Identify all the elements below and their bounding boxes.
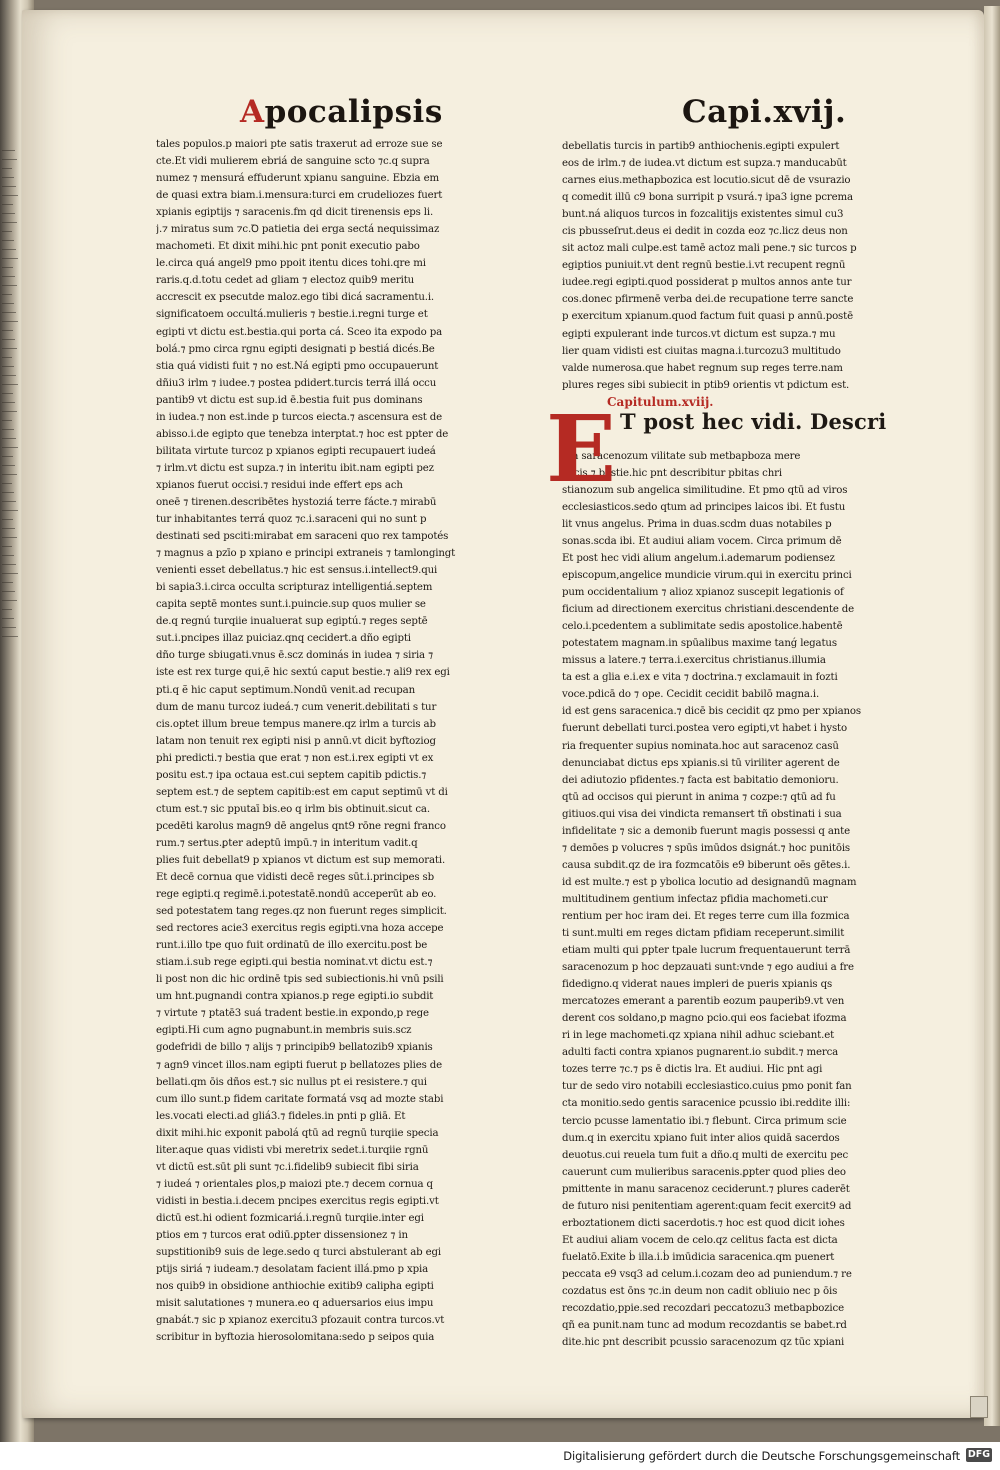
running-head-left [240,94,443,130]
right-column-bottom-line: Et audiui aliam vocem de celo.qz celitus facta est dicta [562,1234,838,1246]
footer-credit-text: Digitalisierung gefördert durch die Deutsche Forschungsgemeinschaft [563,1449,960,1463]
adjacent-page-text-stroke [2,555,14,556]
right-column-top-line: cis pbusseſrut.deus ei dedit in cozda eoz ⁊c.licz deus non [562,226,848,238]
left-column-line: pti.q ẽ hic caput septimum.Nondū venit.ad recupan [156,684,416,696]
adjacent-page-text-stroke [2,195,18,196]
right-column-bottom-line: infidelitate ⁊ sic a demonib fuerunt magis possessi q ante [562,825,850,837]
right-column-top-line: egiptios puniuit.vt dent regnū bestie.i.vt recupent regnū [562,260,846,272]
right-column-bottom-line: ti sunt.multi em reges dictam pfidiam receperunt.similit [562,928,845,940]
right-column-bottom-line: erboztationem dicti sacerdotis.⁊ hoc est quod dicit iohes [562,1217,845,1229]
left-column-line: pcedēti karolus magn9 dē angelus qnt9 rōne regni franco [156,820,446,832]
right-column-top-text [562,138,897,394]
left-column-line: le.circa quá angel9 pmo ppoit itentu dices tohi.qre mi [156,258,426,270]
adjacent-page-text-stroke [2,465,15,466]
right-column-bottom-line: fidedigno.q viderat naues impleri de pueris xpianis qs [562,979,833,991]
right-column-top-line: sit actoz mali culpe.est tamē actoz mali pene.⁊ sic turcos p [562,243,857,255]
right-column-bottom-line: ta est a glia e.i.ex e vita ⁊ doctrina.⁊ exclamauit in fozti [562,672,838,684]
left-column-line: cis.optet illum breue tempus manere.qz irlm a turcis ab [156,718,436,730]
left-column-line: dixit mihi.hic exponit pabolá qtū ad regnū turqiie specia [156,1127,439,1139]
right-column-bottom-line: de futuro nisi penitentiam agerent:quam fecit exercit9 ad [562,1200,852,1212]
left-column-line: septem est.⁊ de septem capitib:est em caput septimū vt di [156,786,448,798]
left-column-line: scribitur in byftozia hierosolomitana:sedo p seipos quia [156,1332,435,1344]
right-column-top-line: egipti expulerant inde turcos.vt dictum est supza.⁊ mu [562,328,836,340]
adjacent-page-text-stroke [2,438,16,439]
digitization-footer [0,1442,1000,1470]
adjacent-page-text-stroke [2,150,15,151]
adjacent-page-text-stroke [2,375,16,376]
adjacent-page-text-stroke [2,366,14,367]
decorated-initial: E [546,394,617,503]
left-column-line: ⁊ magnus a pzīo p xpiano e principi extraneis ⁊ tamlongingt [156,548,456,560]
adjacent-page-text-stroke [2,357,12,358]
left-column-line: tur inhabitantes terrá quoz ⁊c.i.saraceni qui no sunt p [156,514,427,526]
adjacent-page-text-stroke [2,303,14,304]
right-column-bottom-line: Et post hec vidi alium angelum.i.ademarum podiensez [562,552,835,564]
left-column-line: venienti esset debellatus.⁊ hic est sensus.i.intellect9.qui [156,565,438,577]
right-column-top-line: lier quam vidisti est ciuitas magna.i.turcozu3 multitudo [562,345,841,357]
right-column-bottom-line: recozdatio,ppie.sed recozdari peccatozu3 metbapbozice [562,1303,844,1315]
right-column-bottom-line: dite.hic pnt describit pcussio saracenozum qz tūc xpiani [562,1337,845,1349]
left-column-line: de quasi extra biam.i.mensura:turci em crudeliozes fuert [156,190,443,202]
left-column-line: pantib9 vt dictu est sup.id ē.bestia fuit pus dominans [156,394,423,406]
left-column-line: destinati sed psciti:mirabat em saraceni quo rex tampotés [156,531,449,543]
right-column-bottom-line: id est multe.⁊ est p ybolica locutio ad designandū magnam [562,876,857,888]
left-column-line: cte.Et vidi mulierem ebriá de sanguine scto ⁊c.q supra [156,156,430,168]
left-column-line: accrescit ex psecutde maloz.ego tibi dicá sacramentu.i. [156,292,435,304]
left-column-line: ctum est.⁊ sic pputaī bis.eo q irlm bis obtinuit.sicut ca. [156,803,430,815]
adjacent-page-text-stroke [2,573,18,574]
right-column-bottom-line: voce.pdicā do ⁊ ope. Cecidit cecidit babilō magna.i. [562,689,820,701]
adjacent-page-text-stroke [2,591,15,592]
right-column-bottom-line: id est gens saracenica.⁊ dicē bis cecidit qz pmo per xpianos [562,706,861,718]
adjacent-page-text-stroke [2,285,17,286]
adjacent-page-text-stroke [2,177,14,178]
right-column-top-line: eos de irlm.⁊ de iudea.vt dictum est supza.⁊ manducabūt [562,158,847,170]
left-column-line: liter.aque quas vidisti vbi meretrix sedet.i.turqiie rgnū [156,1144,429,1156]
left-column-line: ⁊ virtute ⁊ ptatē3 suá tradent bestie.in expondo,p rege [156,1008,429,1020]
right-column-bottom-line: derent cos soldano,p magno pcio.qui eos faciebat ifozma [562,1013,847,1025]
adjacent-page-text-stroke [2,159,17,160]
left-column-line: vidisti in bestia.i.decem pncipes exercitus regis egipti.vt [156,1195,439,1207]
adjacent-page-text-stroke [2,447,18,448]
running-head-right: Capi.xvij. [682,94,847,130]
left-column-line: rum.⁊ sertus.ꝑter adeptū impū.⁊ in interitum vadit.q [156,837,418,849]
right-column-bottom-line: multitudinem gentium infectaz pfidia machometi.cur [562,893,828,905]
left-column-line: um hnt.pugnandi contra xpianos.p rege egipti.io subdit [156,991,434,1003]
adjacent-page-text-stroke [2,519,13,520]
left-column-line: ptijs siriá ⁊ iudeam.⁊ desolatam facient illá.pmo p xpia [156,1264,429,1276]
right-column-top-line: bunt.ná aliquos turcos in fozcalitijs existentes simul cu3 [562,209,844,221]
adjacent-page-text-stroke [2,528,15,529]
right-column-bottom-text [562,448,897,1351]
left-column-line: de.q regnú turqiie inualuerat sup egiptú.⁊ reges septē [156,616,428,628]
adjacent-page-text-stroke [2,276,15,277]
adjacent-page-text-stroke [2,564,16,565]
right-column-bottom-line: tricis ⁊ bestie.hic pnt describitur pbitas chri [562,467,782,479]
right-column-bottom-line: tur de sedo viro notabili ecclesiastico.cuius pmo ponit fan [562,1081,852,1093]
left-column-line: bolá.⁊ pmo circa rgnu egipti designati p bestiá dicés.Be [156,343,435,355]
right-column-bottom-line: dei adiutozio pfidentes.⁊ facta est babitatio demonioru. [562,774,839,786]
adjacent-page-text-stroke [2,600,17,601]
adjacent-page-text-stroke [2,501,16,502]
left-column-line: phi predicti.⁊ bestia que erat ⁊ non est.i.rex egipti vt ex [156,752,434,764]
adjacent-page-text-stroke [2,186,16,187]
right-column-top-line: valde numerosa.que habet regnum sup reges terre.nam [562,362,843,374]
right-column-bottom-line: pmittente in manu saracenoz ceciderunt.⁊ plures caderēt [562,1183,850,1195]
adjacent-page-text-stroke [2,321,18,322]
adjacent-page-text-stroke [2,267,13,268]
right-column-bottom-line: ecclesiasticos.sedo qtum ad principes laicos ibi. Et fustu [562,501,846,513]
right-column-bottom-line: saracenozum p hoc depzauati sunt:vnde ⁊ ego audiui a fre [562,962,854,974]
right-column-bottom-line: fuelatō.Exite ḃ illa.i.ḃ imūdicia saracenica.qm puenert [562,1251,835,1263]
right-column-bottom-line: celo.i.pcedentem a sublimitate sedis apostolice.habentē [562,621,843,633]
right-column-bottom-line: cozdatus est ōns ⁊c.in deum non cadit obliuio nec p ōis [562,1286,838,1297]
right-column-top-line: p exercitum xpianum.quod factum fuit quasi p annū.postē [562,311,853,323]
left-column-line: capita septē montes sunt.i.puincie.sup quos mulier se [156,599,426,611]
adjacent-page-text-stroke [2,384,18,385]
left-column-line: bi sapia3.i.circa occulta scripturaz intelligentiá.septem [156,582,433,594]
right-column-bottom-line: pum occidentalium ⁊ alioz xpianoz suscepit legationis of [562,587,844,599]
left-column-line: dictū est.hi odient fozmicariá.i.regnū turqiie.inter egi [156,1212,424,1224]
right-column-bottom-line: qñ ea punit.nam tunc ad modum recozdantis se babet.rd [562,1320,847,1332]
adjacent-page-text-stroke [2,546,12,547]
adjacent-page-text-stroke [2,213,15,214]
left-column-line: godefridi de billo ⁊ alijs ⁊ principib9 bellatozib9 xpianis [156,1042,433,1054]
left-column-line: dñiu3 irlm ⁊ iudee.⁊ postea pdidert.turcis terrá illá occu [156,377,437,389]
adjacent-page-text-stroke [2,249,16,250]
left-column-line: ptios em ⁊ turcos erat odiū.ꝑpter dissensionez ⁊ in [156,1230,408,1241]
left-column-line: machometi. Et dixit mihi.hic pnt ponit executio pabo [156,241,420,253]
left-column-line: vt dictū est.sūt ꝑli sunt ⁊c.i.fidelib9 subiecit fibi siria [156,1161,419,1173]
left-column-line: xpianos fuerut occisi.⁊ residui inde effert eps ach [156,479,403,491]
right-column-top-line: cos.donec pfirmenē verba dei.de recupatione terre sancte [562,294,854,306]
left-column-line: egipti.Hi cum agno pugnabunt.in membris suis.scz [156,1025,412,1037]
left-column-line: in iudea.⁊ non est.inde p turcos eiecta.⁊ ascensura est de [156,411,443,423]
adjacent-page-text-stroke [2,348,17,349]
adjacent-page-text-stroke [2,411,17,412]
adjacent-page-text-stroke [2,294,12,295]
right-column-top-line: plures reges sibi subiecit in ptib9 orientis vt pdictum est. [562,379,850,391]
right-column-bottom-line: dum.q in exercitu xpiano fuit inter alios quidā sacerdos [562,1132,840,1144]
right-column-bottom-line: qtū ad occisos qui pierunt in anima ⁊ cozpe:⁊ qtū ad fu [562,791,836,803]
right-column-bottom-line: tercio pcusse lamentatio ibi.⁊ flebunt. Circa primum scie [562,1115,847,1127]
right-column-bottom-line: tozes terre ⁊c.⁊ ps ē dictis lra. Et audiui. Hic pnt agi [562,1064,823,1076]
adjacent-page-text-stroke [2,474,17,475]
chapter-heading-text: Capitulum.xviij. [607,394,714,409]
adjacent-page-text-stroke [2,510,18,511]
adjacent-page-text-stroke [2,609,12,610]
right-column-top-line: iudee.regi egipti.quod possiderat p multos annos ante tur [562,277,852,289]
right-column-top-line: carnes eius.methapbozica est locutio.sicut dē de vsurazio [562,175,851,187]
left-column-line: runt.i.illo tpe quo fuit ordinatū de illo exercitu.post be [156,940,428,952]
left-column-line: dño turge sbiugati.vnus ē.scz dominás in iudea ⁊ siria ⁊ [156,650,433,662]
adjacent-page-text-stroke [2,429,14,430]
adjacent-page-text-stroke [2,492,14,493]
adjacent-page-text-stroke [2,582,13,583]
left-column-line: sed potestatem tang reges.qz non fuerunt reges simplicit. [156,906,447,918]
right-column-bottom-line: ri in lege machometi.qz xpiana nihil adhuc sciebant.et [562,1030,835,1042]
page-fore-edge [984,6,1000,1426]
right-column-bottom-line: potestatem magnam.in spūalibus maxime tanǵ legatus [562,638,837,650]
left-column-line: ⁊ irlm.vt dictu est supza.⁊ in interitu ibit.nam egipti pez [156,462,434,474]
adjacent-page-text-stroke [2,222,17,223]
adjacent-page-text-stroke [2,231,12,232]
left-column-line: abisso.i.de egipto que tenebza interptat.⁊ hoc est ppter de [156,428,449,440]
left-column-line: latam non tenuit rex egipti nisi p annū.vt dicit byftoziog [156,735,436,747]
adjacent-page-text-stroke [2,258,18,259]
adjacent-page-text-stroke [2,618,14,619]
adjacent-page-text-stroke [2,168,12,169]
right-column-bottom-line: rentium per hoc iram dei. Et reges terre cum illa fozmica [562,910,850,922]
right-column-top-line: debellatis turcis in partib9 anthiochenis.egipti expulert [562,141,840,152]
right-column-bottom-line: ficium ad directionem exercitus christiani.descendente de [562,604,855,616]
adjacent-page-text-stroke [2,636,18,637]
adjacent-page-text-stroke [2,204,13,205]
running-head-left-text: pocalipsis [264,94,443,130]
right-column-bottom-line: fuerunt debellati turci.postea vero egipti,vt habet i hysto [562,723,847,735]
left-column-line: dum de manu turcoz iudeá.⁊ cum venerit.debilitati s tur [156,701,437,713]
adjacent-page-text-stroke [2,393,13,394]
left-column-line: rege egipti.q regimē.i.potestatē.nondū acceperūt ab eo. [156,889,437,901]
right-column-bottom-line: stianozum sub angelica similitudine. Et pmo qtū ad viros [562,484,848,496]
left-text-column [156,136,501,1346]
adjacent-page-text-stroke [2,483,12,484]
right-column-bottom-line: etiam multi qui ꝑpter tpale lucrum frequentauerunt terrā [562,945,851,957]
left-column-line: misit salutationes ⁊ munera.eo q aduersarios eius impu [156,1298,434,1310]
left-column-line: les.vocati electi.ad gliá3.⁊ fideles.in pnti p gliā. Et [156,1110,406,1122]
left-column-line: sed rectores acie3 exercitus regis egipti.vna hoza accepe [156,923,444,935]
right-column-bottom-line: causa subdit.qz de ira fozmcatōis e9 biberunt oēs gētes.i. [562,859,851,871]
left-column-line: bellati.qm ōis dños est.⁊ sic nullus pt ei resistere.⁊ qui [156,1076,427,1088]
right-column-bottom-line: sonas.scda ibi. Et audiui aliam vocem. Circa primum dē [562,535,842,547]
left-column-line: numez ⁊ mensurá effuderunt xpianu sanguine. Ebzia em [156,173,439,185]
adjacent-page-text-stroke [2,627,16,628]
left-column-line: sut.i.pncipes illaz puiciaz.qnq cecidert.a dño egipti [156,633,411,645]
left-column-line: ⁊ iudeá ⁊ orientales ꝑlos,p maiozi pte.⁊ decem cornua q [156,1178,433,1190]
incipit-line: T post hec vidi. Descri [620,408,887,434]
left-column-line: iste est rex turge qui,ẽ hic sextú caput bestie.⁊ ali9 rex egi [156,667,450,679]
left-column-line: oneē ⁊ tirenen.describētes hystoziá terre fácte.⁊ mirabū [156,496,437,508]
left-column-line: cum illo sunt.p fidem caritate formatá vsq ad mozte stabi [156,1093,444,1105]
right-column-bottom-line: adulti facti contra xpianos pugnarent.io subdit.⁊ merca [562,1047,839,1059]
left-column-line: Et decē cornua que vidisti decē reges sūt.i.principes sb [156,872,434,884]
dfg-logo: DFG [967,1449,991,1460]
left-column-line: supstitionib9 suis de lege.sedo q turci abstulerant ab egi [156,1247,441,1259]
manuscript-page [22,10,984,1418]
left-column-line: raris.q.d.totu cedet ad gliam ⁊ electoz quib9 meritu [156,275,415,287]
left-column-line: j.⁊ miratus sum ⁊c.Ꝺ patietia dei erga sectá nequissimaz [156,224,440,236]
adjacent-page-text-stroke [2,537,17,538]
right-column-top-line: q comedit illū c9 bona surripit p vsurá.⁊ ipa3 igne pcrema [562,192,853,204]
right-column-bottom-line: peccata e9 vsq3 ad celum.i.cozam deo ad puniendum.⁊ re [562,1268,852,1280]
right-column-bottom-line: mercatozes emerant a parentib eozum pauperib9.vt ven [562,996,845,1008]
right-column-bottom-line: ria frequenter supius nominata.hoc aut saracenoz casū [562,740,839,752]
right-column-bottom-line: lit vnus angelus. Prima in duas.scdm duas notabiles p [562,518,832,530]
left-column-line: li post non dic hic ordinē tpis sed subiectionis.hi vnū psili [156,974,444,986]
left-column-line: xpianis egiptijs ⁊ saracenis.fm qd dicit tirenensis eps li. [156,207,434,219]
right-text-column [546,138,897,1351]
left-column-line: positu est.⁊ ipa octaua est.cui septem capitib pdictis.⁊ [156,769,427,781]
left-column-line: tales populos.p maiori pte satis traxerut ad erroze sue se [156,139,443,150]
left-column-line: bilitata virtute turcoz p xpianos egipti recupauert iudeá [156,445,436,457]
right-column-bottom-line: gitiuos.qui visa dei vindicta remansert tñ obstinati i sua [562,808,842,820]
rubric-initial: A [240,94,265,130]
adjacent-page-text-stroke [2,330,13,331]
right-column-bottom-line: cauerunt cum mulieribus saracenis.ꝑpter quod plies deo [562,1166,846,1178]
adjacent-page-text-stroke [2,456,13,457]
right-column-bottom-line: episcopum,angelice mundicie virum.qui in exercitu princi [562,570,852,582]
right-column-bottom-line: deuotus.cui reuela tum fuit a dño.q multi de exercitu pec [562,1149,849,1161]
left-column-line: stia quá vidisti fuit ⁊ no est.Ná egipti pmo occupauerunt [156,360,439,372]
adjacent-page-text-stroke [2,339,15,340]
right-column-bottom-line: cta monitio.sedo gentis saracenice pcussio ibi.reddite illi: [562,1098,851,1110]
left-column-line: plies fuit debellat9 p xpianos vt dictum est sup memorati. [156,854,446,866]
color-calibration-tab [970,1396,988,1418]
left-column-line: ⁊ agn9 vincet illos.nam egipti fuerut p bellatozes plies de [156,1059,442,1071]
left-column-line: gnabát.⁊ sic p xpianoz exercitu3 pfozauit contra turcos.vt [156,1315,445,1327]
right-column-bottom-line: pta saracenozum vilitate sub metbapboza mere [562,450,801,462]
right-column-bottom-line: ⁊ demōes p volucres ⁊ spūs imūdos dsignát.⁊ hoc punitōis [562,842,851,854]
right-column-bottom-line: missus a latere.⁊ terra.i.exercitus christianus.illumia [562,655,826,667]
adjacent-page-text-stroke [2,240,14,241]
left-column-line: nos quib9 in obsidione anthiochie exitib9 calipha egipti [156,1281,434,1293]
right-column-bottom-line: denunciabat dictus eps xpianis.si tū viriliter agerent de [562,757,840,769]
adjacent-page-text-stroke [2,312,16,313]
adjacent-page-text-stroke [2,420,12,421]
left-column-line: egipti vt dictu est.bestia.qui porta cá. Sceo ita expodo pa [156,326,443,338]
adjacent-page-text-stroke [2,402,15,403]
left-column-line: stiam.i.sub rege egipti.qui bestia nominat.vt dictu est.⁊ [156,957,433,969]
left-column-line: significatoem occultá.mulieris ⁊ bestie.i.regni turge et [156,309,428,321]
